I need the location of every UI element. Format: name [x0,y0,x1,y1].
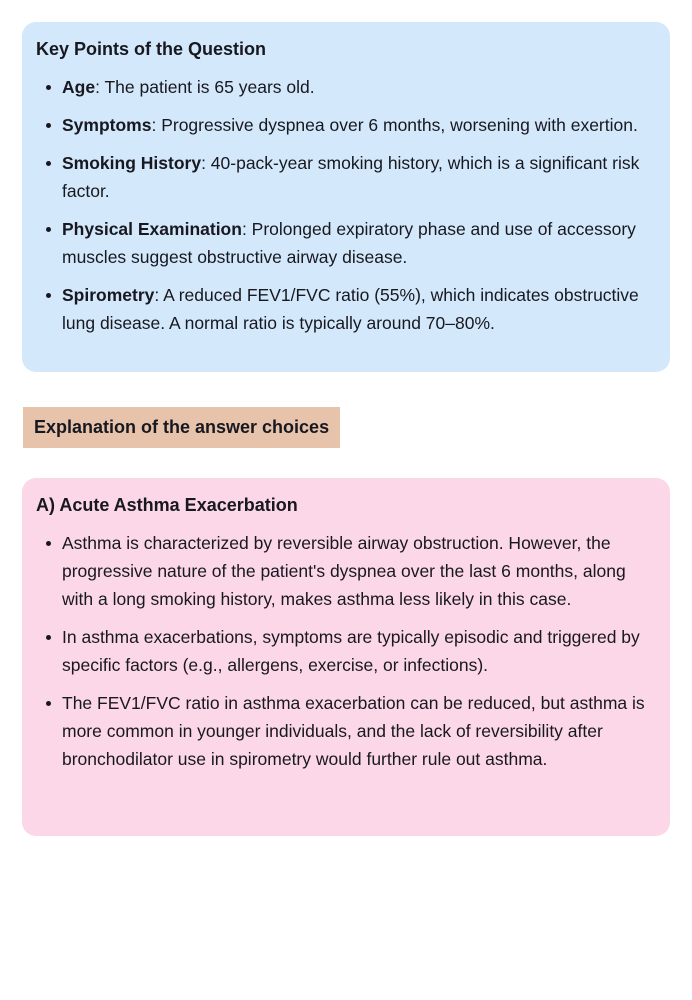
choice-a-list [36,529,654,773]
choice-item [36,529,654,613]
choice-a-card [22,478,670,836]
key-point-text: Progressive dyspnea over 6 months, worsening with exertion. [161,115,638,135]
key-point-label: Symptoms [62,115,152,135]
key-point-text: Prolonged expiratory phase and use of accessory muscles suggest obstructive airway disease. [62,219,636,267]
key-point-text: 40-pack-year smoking history, which is a significant risk factor. [62,153,640,201]
section-heading-text: Explanation of the answer choices [34,417,330,437]
key-point-item [36,215,654,271]
key-points-list [36,73,654,337]
key-point-item [36,149,654,205]
choice-item-text: In asthma exacerbations, symptoms are typically episodic and triggered by specific factors (e.g., allergens, exercise, or infections). [62,627,640,675]
section-heading-badge [23,407,340,448]
key-point-label: Smoking History [62,153,202,173]
choice-item-text: Asthma is characterized by reversible airway obstruction. However, the progressive nature of the patient's dyspnea over the last 6 months, along with a long smoking history, makes asthma less likely in this case. [62,533,626,609]
key-point-separator: : [201,153,211,173]
choice-a-title: A) Acute Asthma Exacerbation [36,495,298,515]
key-point-text: The patient is 65 years old. [104,77,315,97]
key-point-separator: : [95,77,105,97]
key-points-card [22,22,670,372]
choice-item [36,689,654,773]
key-point-label: Age [62,77,96,97]
choice-item-text: The FEV1/FVC ratio in asthma exacerbation can be reduced, but asthma is more common in younger individuals, and the lack of reversibility after bronchodilator use in spirometry would further rule out asthma. [62,693,645,769]
key-point-separator: : [151,115,162,135]
key-point-label: Physical Examination [62,219,242,239]
key-point-separator: : [241,219,252,239]
key-points-title: Key Points of the Question [36,39,267,59]
key-point-item [36,281,654,337]
key-point-item [36,111,654,139]
key-point-text: A reduced FEV1/FVC ratio (55%), which indicates obstructive lung disease. A normal ratio is typically around 70–80%. [62,285,639,333]
choice-item [36,623,654,679]
key-point-separator: : [154,285,164,305]
key-point-label: Spirometry [62,285,155,305]
key-point-item [36,73,654,101]
